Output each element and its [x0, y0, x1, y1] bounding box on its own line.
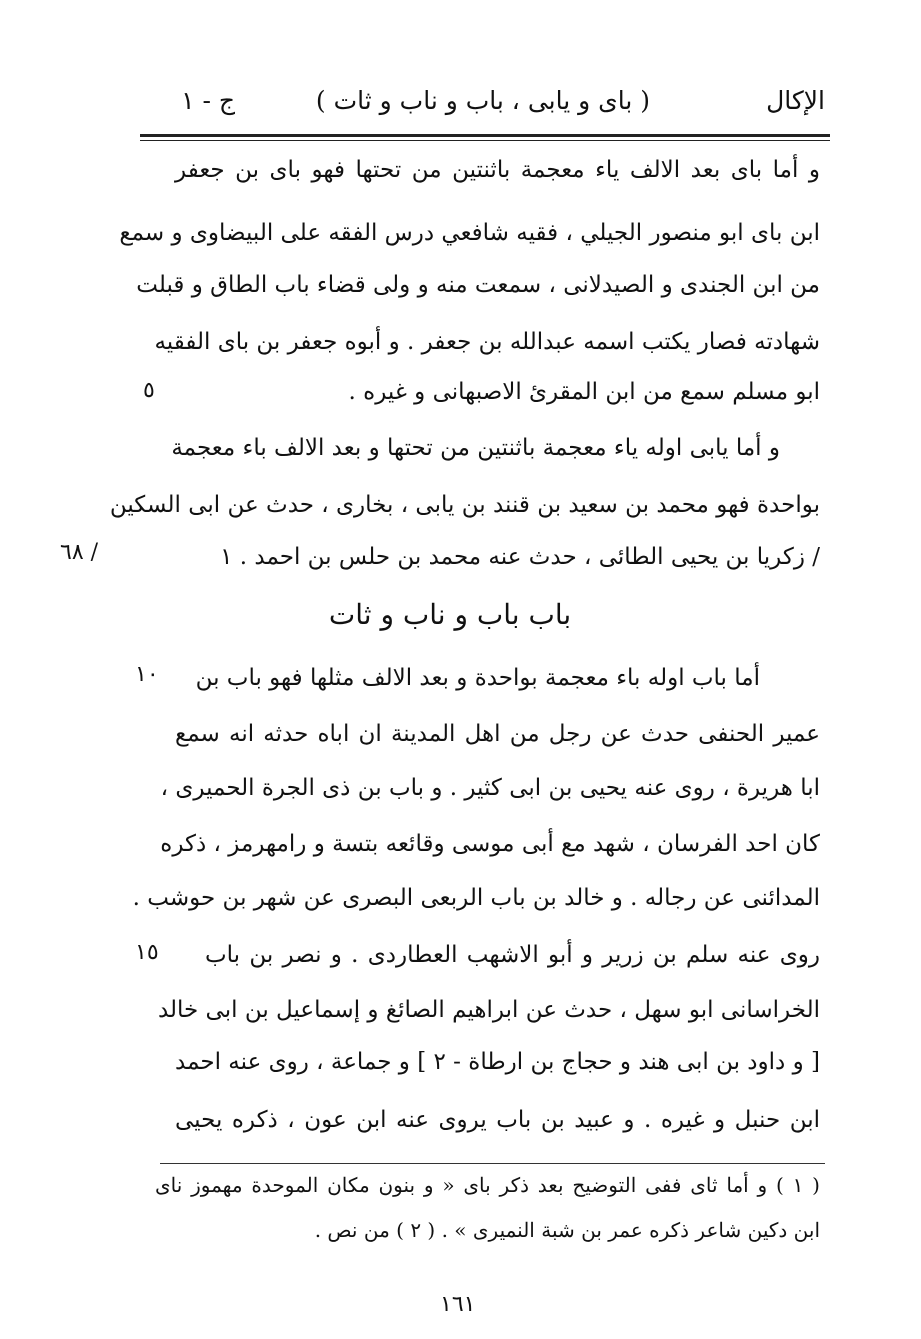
book-title: الإكال [766, 86, 825, 115]
text-line: و أما يابى اوله ياء معجمة باثنتين من تحتها و بعد الالف باء معجمة [171, 435, 780, 461]
footnote-line: ابن دكين شاعر ذكره عمر بن شبة النميرى » . ( ٢ ) من نص . [314, 1218, 820, 1242]
text-line: / زكريا بن يحيى الطائى ، حدث عنه محمد بن حلس بن احمد . ١ [220, 544, 820, 570]
text-line: الخراسانى ابو سهل ، حدث عن ابراهيم الصائغ و إسماعيل بن ابى خالد [157, 997, 820, 1023]
header-rule-thin [140, 140, 830, 141]
footnote-rule [160, 1163, 825, 1164]
text-line: بواحدة فهو محمد بن سعيد بن قنند بن يابى ، بخارى ، حدث عن ابى السكين [109, 492, 820, 518]
volume-label: ج - ١ [181, 86, 235, 115]
text-line: من ابن الجندى و الصيدلانى ، سمعت منه و ولى قضاء باب الطاق و قبلت [136, 272, 820, 298]
section-title: باب باب و ناب و ثات [328, 598, 572, 631]
text-line: شهادته فصار يكتب اسمه عبدالله بن جعفر . و أبوه جعفر بن باى الفقيه [154, 329, 820, 355]
text-line: كان احد الفرسان ، شهد مع أبى موسى وقائعه بتسة و رامهرمز ، ذكره [160, 831, 820, 857]
text-line: أما باب اوله باء معجمة بواحدة و بعد الالف مثلها فهو باب بن [195, 665, 760, 691]
text-line: و أما باى بعد الالف ياء معجمة باثنتين من تحتها فهو باى بن جعفر [175, 157, 820, 183]
page-reference: ٦٨ / [60, 540, 99, 565]
text-line: ابو مسلم سمع من ابن المقرئ الاصبهانى و غيره . [348, 379, 820, 405]
line-number-15: ١٥ [135, 940, 159, 965]
line-number-5: ٥ [143, 378, 155, 403]
running-header [145, 82, 825, 126]
text-line: المدائنى عن رجاله . و خالد بن باب الربعى البصرى عن شهر بن حوشب . [132, 885, 820, 911]
text-line: ابا هريرة ، روى عنه يحيى بن ابى كثير . و باب بن ذى الجرة الحميرى ، [160, 775, 820, 801]
text-line: ابن باى ابو منصور الجيلي ، فقيه شافعي درس الفقه على البيضاوى و سمع [119, 220, 820, 246]
text-line: [ و داود بن ابى هند و حجاج بن ارطاة - ٢ ] و جماعة ، روى عنه احمد [175, 1049, 820, 1075]
footnote-line: ( ١ ) و أما ثاى ففى التوضيح بعد ذكر باى « و بنون مكان الموحدة مهموز ناى [155, 1173, 820, 1197]
text-line: ابن حنبل و غيره . و عبيد بن باب يروى عنه ابن عون ، ذكره يحيى [175, 1107, 820, 1133]
text-line: عمير الحنفى حدث عن رجل من اهل المدينة ان اباه حدثه انه سمع [175, 721, 820, 747]
header-rule-thick [140, 134, 830, 137]
chapter-heading: ( باى و يابى ، باب و ناب و ثات ) [315, 86, 650, 115]
page-number: ١٦١ [440, 1292, 476, 1317]
line-number-10: ١٠ [135, 662, 159, 687]
text-line: روى عنه سلم بن زرير و أبو الاشهب العطاردى . و نصر بن باب [205, 942, 820, 968]
